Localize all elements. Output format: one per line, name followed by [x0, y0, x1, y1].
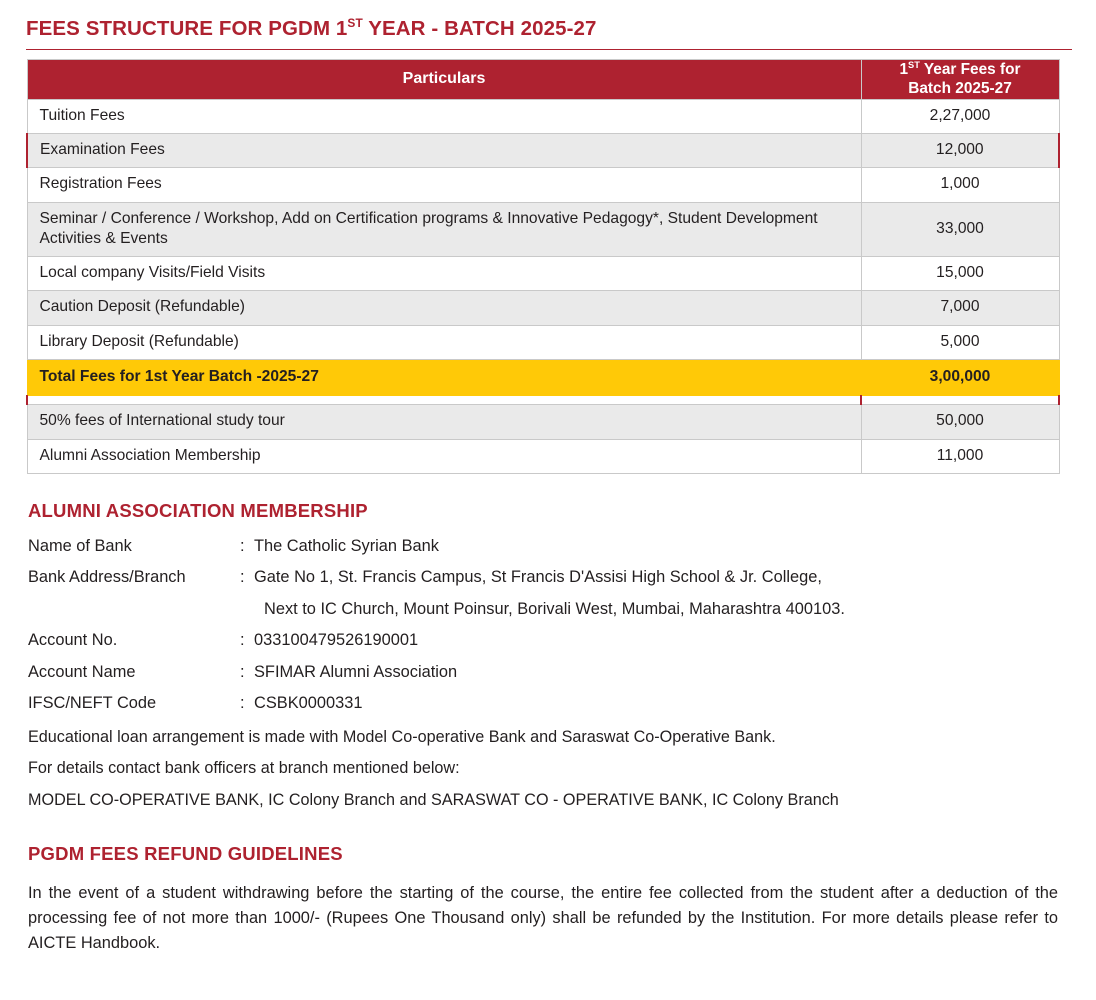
table-row: [27, 168, 1059, 202]
alumni-note-line: Educational loan arrangement is made with Model Co-operative Bank and Saraswat Co-Operative Bank.: [28, 727, 776, 746]
total-value: 3,00,000: [861, 359, 1059, 395]
alumni-note-line: For details contact bank officers at branch mentioned below:: [28, 759, 460, 778]
table-body: [27, 99, 1059, 473]
bank-detail-value: [254, 657, 1072, 689]
refund-paragraph: In the event of a student withdrawing before the starting of the course, the entire fee collected from the student after a deduction of the processing fee of not more than 1000/- (Rupees One Thousand only) shall be refunded by the Institution. For more details please refer to AICTE Handbook.: [28, 883, 1058, 952]
row-value: 15,000: [861, 257, 1059, 291]
column-header-particulars: Particulars: [27, 60, 861, 100]
table-row: [27, 291, 1059, 325]
bank-detail-value: [254, 562, 1072, 625]
row-particulars: Examination Fees: [27, 134, 861, 168]
table-row: [27, 439, 1059, 473]
row-value: 5,000: [861, 325, 1059, 359]
page-title: [26, 18, 1072, 41]
table-row: [27, 202, 1059, 257]
row-value: 11,000: [861, 439, 1059, 473]
title-divider: [26, 49, 1072, 51]
row-particulars: Alumni Association Membership: [27, 439, 861, 473]
bank-detail-colon: :: [240, 631, 245, 650]
row-value: 7,000: [861, 291, 1059, 325]
bank-detail-row: [28, 657, 1072, 689]
table-row: [27, 99, 1059, 133]
bank-detail-value-line1: 033100479526190001: [254, 631, 419, 650]
bank-detail-label: IFSC/NEFT Code: [28, 694, 157, 713]
bank-detail-label: Account No.: [28, 631, 118, 650]
table-row: [27, 405, 1059, 439]
bank-detail-colon: :: [240, 536, 245, 555]
bank-detail-value: [254, 531, 1072, 563]
row-particulars: Caution Deposit (Refundable): [27, 291, 861, 325]
column-header-fees-batch: Batch 2025-27: [908, 80, 1012, 98]
page-title-prefix: FEES STRUCTURE FOR PGDM 1: [26, 17, 348, 40]
bank-detail-value-line1: SFIMAR Alumni Association: [254, 662, 458, 681]
column-header-fees-superscript: ST: [908, 59, 920, 70]
alumni-note-line: MODEL CO-OPERATIVE BANK, IC Colony Branch and SARASWAT CO - OPERATIVE BANK, IC Colony Branch: [28, 790, 839, 809]
table-row-total: [27, 359, 1059, 395]
alumni-section-heading: ALUMNI ASSOCIATION MEMBERSHIP: [28, 499, 368, 521]
table-header-row: [27, 60, 1059, 100]
bank-detail-colon: :: [240, 694, 245, 713]
row-particulars: Tuition Fees: [27, 99, 861, 133]
total-label: Total Fees for 1st Year Batch -2025-27: [27, 359, 861, 395]
row-particulars: Registration Fees: [27, 168, 861, 202]
row-particulars: Seminar / Conference / Workshop, Add on Certification programs & Innovative Pedagogy*, Student Development Activities & Events: [27, 202, 861, 257]
row-value: 2,27,000: [861, 99, 1059, 133]
page-title-suffix: YEAR - BATCH 2025-27: [362, 17, 597, 40]
bank-detail-colon: :: [240, 662, 245, 681]
bank-detail-value-line1: Gate No 1, St. Francis Campus, St Francis D'Assisi High School & Jr. College,: [254, 568, 822, 587]
page-title-superscript: ST: [347, 16, 363, 31]
column-header-fees-suffix: Year Fees for: [919, 61, 1021, 79]
table-row: [27, 325, 1059, 359]
fees-structure-table: [26, 59, 1060, 474]
bank-detail-row: [28, 688, 1072, 720]
bank-detail-label: Account Name: [28, 662, 136, 681]
row-particulars: Local company Visits/Field Visits: [27, 257, 861, 291]
alumni-notes: [26, 722, 1072, 817]
bank-detail-row: [28, 531, 1072, 563]
row-value: 12,000: [861, 134, 1059, 168]
row-particulars: 50% fees of International study tour: [27, 405, 861, 439]
bank-detail-value-line1: The Catholic Syrian Bank: [254, 536, 439, 555]
table-row: [27, 134, 1059, 168]
bank-detail-value-line1: CSBK0000331: [254, 694, 363, 713]
row-particulars: Library Deposit (Refundable): [27, 325, 861, 359]
column-header-fees: [861, 60, 1059, 100]
table-row: [27, 257, 1059, 291]
bank-details-list: [28, 531, 1072, 720]
bank-detail-value-line2: Next to IC Church, Mount Poinsur, Borivali West, Mumbai, Maharashtra 400103.: [264, 599, 845, 618]
refund-section-heading: PGDM FEES REFUND GUIDELINES: [28, 842, 343, 864]
row-value: 50,000: [861, 405, 1059, 439]
table-spacer-row: [27, 396, 1059, 405]
bank-detail-label: Name of Bank: [28, 536, 132, 555]
bank-detail-value: [254, 688, 1072, 720]
bank-detail-row: [28, 625, 1072, 657]
bank-detail-value: [254, 625, 1072, 657]
table-header: [27, 60, 1059, 100]
bank-detail-label: Bank Address/Branch: [28, 568, 186, 587]
bank-detail-row: [28, 562, 1072, 625]
row-value: 33,000: [861, 202, 1059, 257]
row-value: 1,000: [861, 168, 1059, 202]
bank-detail-colon: :: [240, 568, 245, 587]
column-header-fees-prefix: 1: [899, 61, 909, 79]
